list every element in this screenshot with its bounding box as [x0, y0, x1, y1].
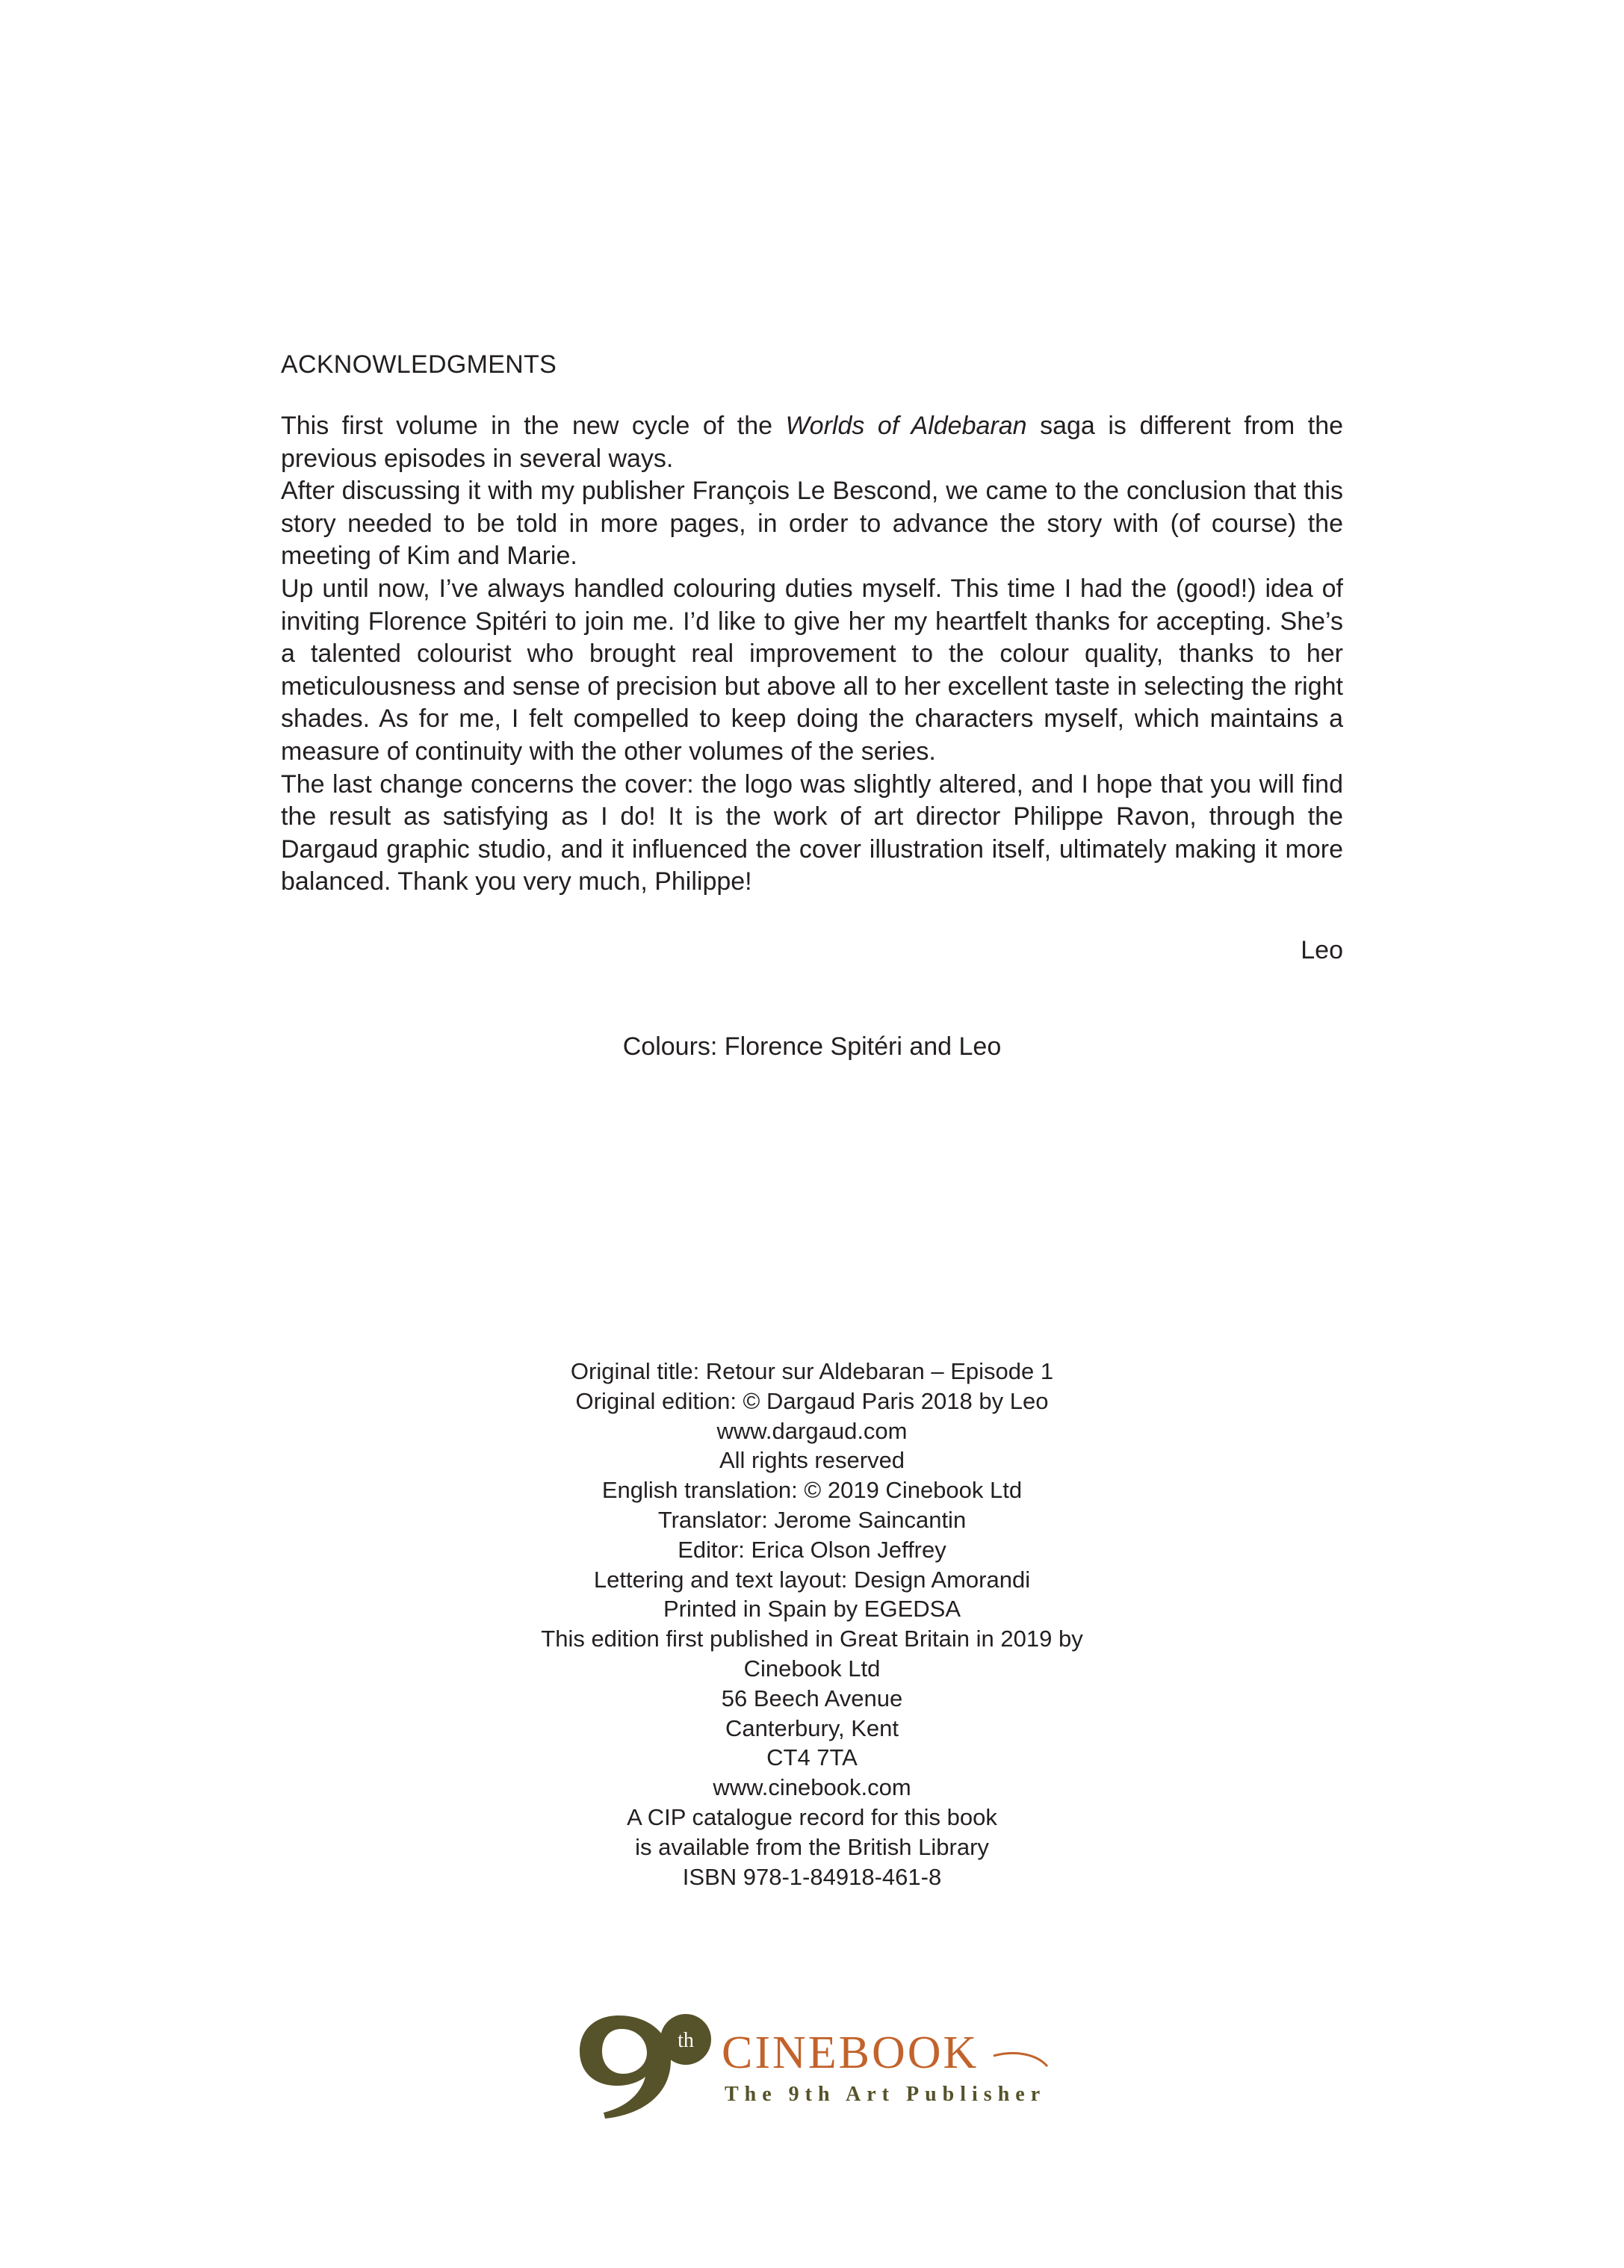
credit-line: Original title: Retour sur Aldebaran – Episode 1 [570, 1358, 1054, 1384]
acknowledgments-paragraph-4: The last change concerns the cover: the logo was slightly altered, and I hope that you will find the result as satisfying as I do! It is the work of art director Philippe Ravon, through the Dargaud graphic studio, and it influenced the cover illustration itself, ultimately making it more balanced. Thank you very much, Philippe! [281, 769, 1343, 896]
credit-line: Original edition: © Dargaud Paris 2018 by Leo [575, 1387, 1049, 1414]
credit-line: All rights reserved [719, 1447, 905, 1474]
credit-line: Translator: Jerome Saincantin [657, 1506, 967, 1533]
wordmark-swoosh [994, 2053, 1047, 2066]
credit-line: Printed in Spain by EGEDSA [663, 1596, 961, 1623]
credit-line: Cinebook Ltd [743, 1655, 881, 1682]
colours-credit: Colours: Florence Spitéri and Leo [622, 1032, 1002, 1061]
saga-title: Worlds of Aldebaran [785, 412, 1027, 440]
acknowledgments-paragraph-3: Up until now, I’ve always handled colouring duties myself. This time I had the (good!) idea of inviting Florence Spitéri to join me. I’d like to give her my heartfelt thanks for accepting. She’s a talented colourist who brought real improvement to the colour quality, thanks to her meticulousness and sense of precision but above all to her excellent taste in selecting the right shades. As for me, I felt compelled to keep doing the characters myself, which maintains a measure of continuity with the other volumes of the series. [281, 574, 1343, 766]
p1-text-before: This first volume in the new cycle of the [281, 412, 786, 440]
credit-line: CT4 7TA [766, 1744, 858, 1771]
credit-line: www.cinebook.com [713, 1774, 911, 1801]
acknowledgments-body [281, 410, 1343, 899]
credit-line: A CIP catalogue record for this book [627, 1803, 997, 1830]
credit-line: This edition first published in Great Britain in 2019 by [541, 1626, 1083, 1652]
publication-credits [0, 1357, 1624, 1891]
cinebook-logo [575, 2010, 1053, 2122]
acknowledgments-paragraph-1 [281, 410, 1343, 475]
p1-text-after: saga is different from the previous episodes in several ways. [281, 412, 1344, 473]
credit-line: Lettering and text layout: Design Amorandi [593, 1566, 1031, 1593]
credit-line: ISBN 978-1-84918-461-8 [682, 1863, 942, 1890]
credit-line: is available from the British Library [635, 1833, 989, 1860]
credit-line: Editor: Erica Olson Jeffrey [678, 1536, 946, 1563]
nine-numeral-icon [580, 2014, 711, 2119]
logo-tagline: The 9th Art Publisher [725, 2083, 1047, 2106]
credit-line: English translation: © 2019 Cinebook Ltd [601, 1477, 1023, 1504]
logo-wordmark: CINEBOOK [722, 2027, 979, 2078]
credit-line: Canterbury, Kent [725, 1714, 899, 1741]
credit-line: 56 Beech Avenue [721, 1685, 903, 1711]
acknowledgments-paragraph-2: After discussing it with my publisher François Le Bescond, we came to the conclusion that this story needed to be told in more pages, in order to advance the story with (of course) the meeting of Kim and Marie. [281, 477, 1343, 571]
signature: Leo [1301, 936, 1343, 964]
credit-line: www.dargaud.com [716, 1417, 908, 1444]
nine-shape [580, 2016, 671, 2119]
acknowledgments-heading: ACKNOWLEDGMENTS [281, 350, 557, 379]
superscript-th: th [678, 2029, 694, 2052]
